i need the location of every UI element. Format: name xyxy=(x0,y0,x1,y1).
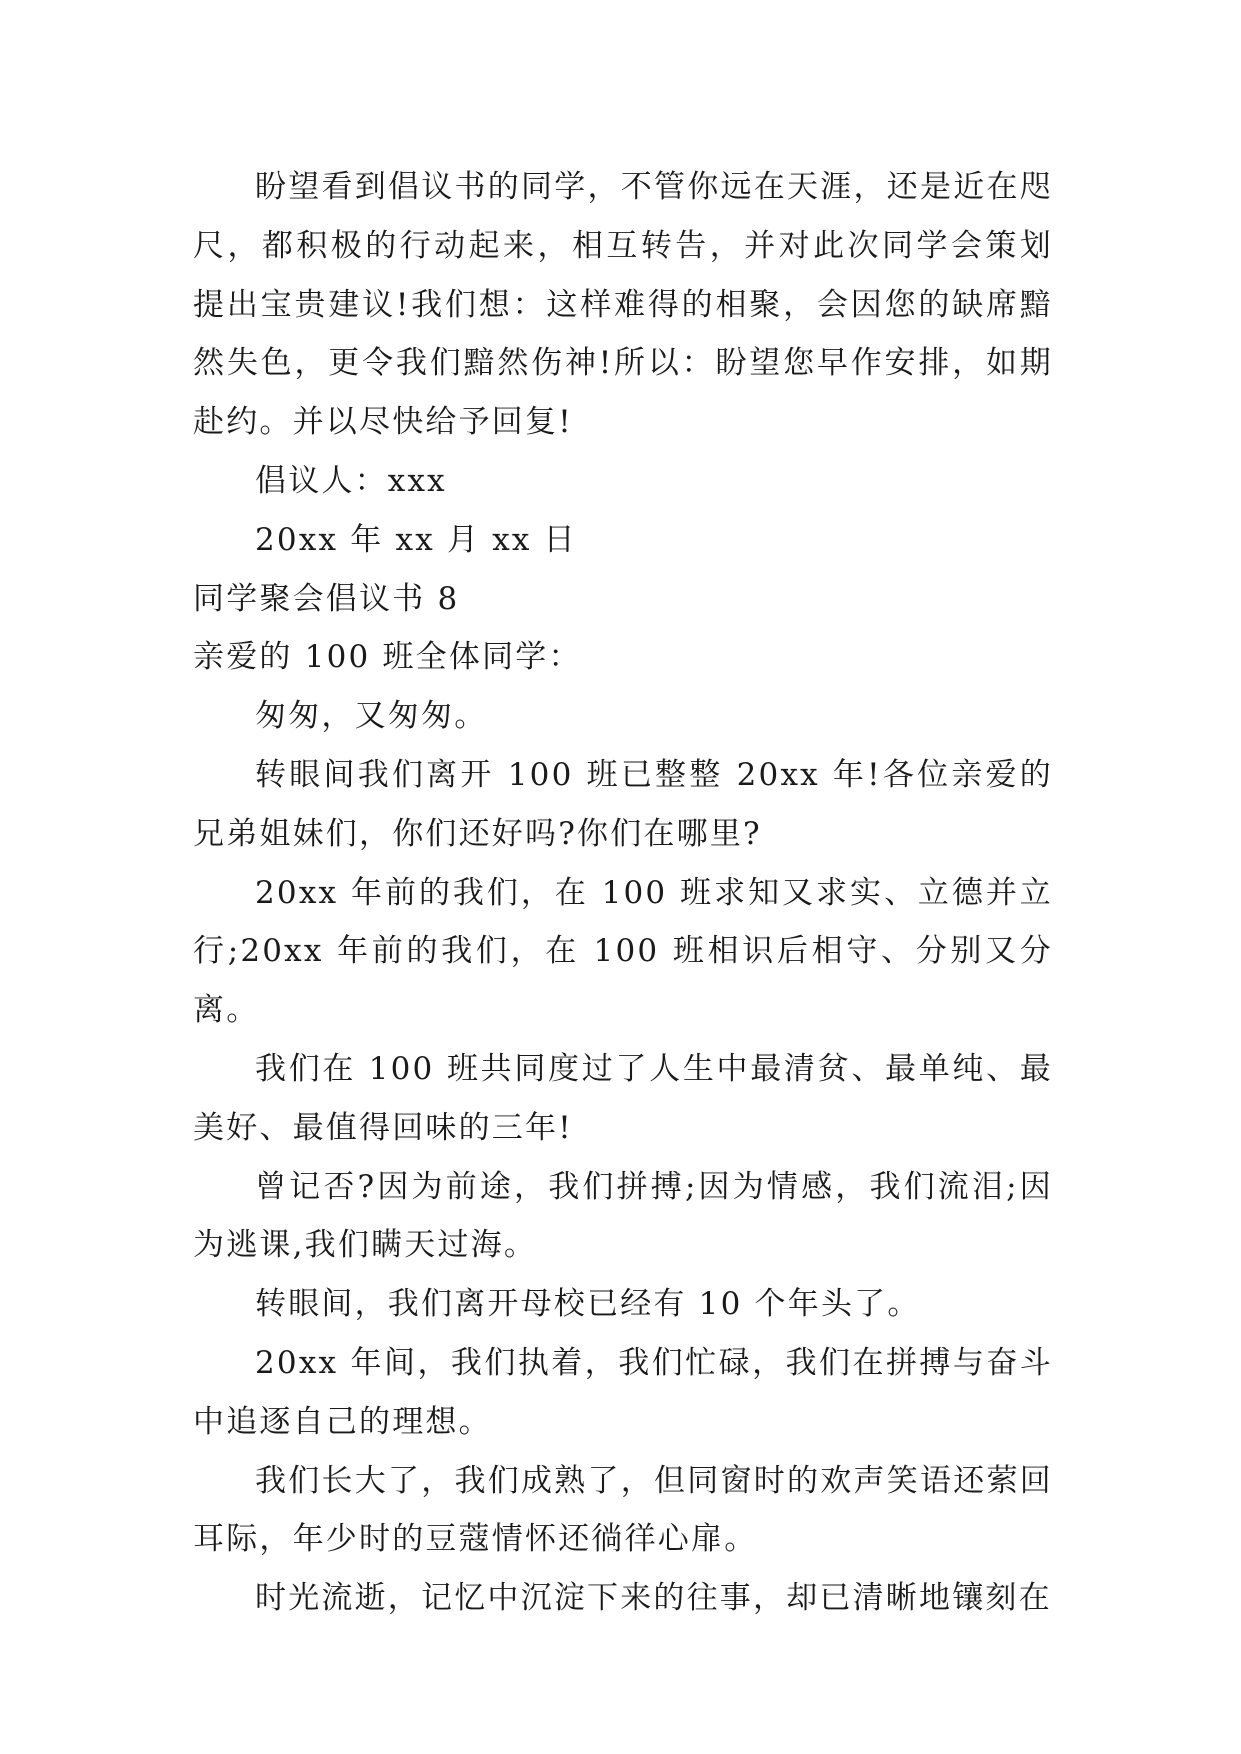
paragraph-years-ago: 20xx 年前的我们，在 100 班求知又求实、立德并立行;20xx 年前的我们，在 100 班相识后相守、分别又分离。 xyxy=(193,874,1053,1029)
paragraph-ten-years: 转眼间，我们离开母校已经有 10 个年头了。 xyxy=(255,1286,921,1323)
document-page xyxy=(193,158,1053,1628)
paragraph-hurry: 匆匆，又匆匆。 xyxy=(255,698,488,735)
paragraph-invitation-appeal: 盼望看到倡议书的同学，不管你远在天涯，还是近在咫尺，都积极的行动起来，相互转告，并对此次同学会策划提出宝贵建议!我们想：这样难得的相聚，会因您的缺席黯然失色，更令我们黯然伤神!所以：盼望您早作安排，如期赴约。并以尽快给予回复! xyxy=(193,169,1053,441)
section-heading: 同学聚会倡议书 8 xyxy=(193,580,460,617)
paragraph-pursuit: 20xx 年间，我们执着，我们忙碌，我们在拼搏与奋斗中追逐自己的理想。 xyxy=(193,1344,1053,1440)
paragraph-grown-up: 我们长大了，我们成熟了，但同窗时的欢声笑语还萦回耳际，年少时的豆蔻情怀还徜徉心扉。 xyxy=(193,1462,1053,1558)
date-line: 20xx 年 xx 月 xx 日 xyxy=(255,521,577,558)
initiator-line: 倡议人：xxx xyxy=(255,462,447,499)
paragraph-three-years: 我们在 100 班共同度过了人生中最清贫、最单纯、最美好、最值得回味的三年! xyxy=(193,1050,1053,1146)
paragraph-years-passed: 转眼间我们离开 100 班已整整 20xx 年!各位亲爱的兄弟姐妹们，你们还好吗?你们在哪里? xyxy=(193,756,1053,852)
paragraph-remember: 曾记否?因为前途，我们拼搏;因为情感，我们流泪;因为逃课,我们瞒天过海。 xyxy=(193,1168,1053,1264)
salutation: 亲爱的 100 班全体同学： xyxy=(193,639,582,676)
paragraph-time-passes: 时光流逝，记忆中沉淀下来的往事，却已清晰地镶刻在 xyxy=(255,1580,1052,1617)
